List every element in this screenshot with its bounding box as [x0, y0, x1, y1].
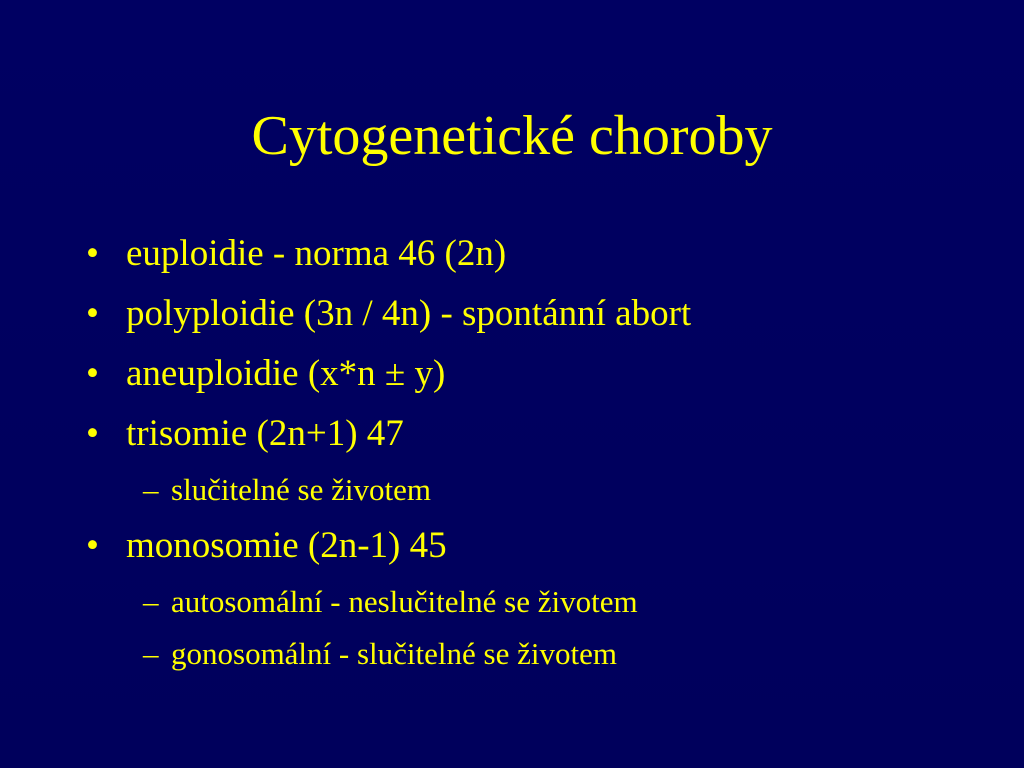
slide-title: Cytogenetické choroby	[251, 105, 773, 167]
bullet-item-monosomie	[86, 516, 986, 576]
sub-text: slučitelné se životem	[171, 472, 431, 507]
bullet-text: polyploidie (3n / 4n) - spontánní abort	[126, 293, 692, 334]
bullet-item-trisomie	[86, 404, 986, 464]
bullet-text: monosomie (2n-1) 45	[126, 525, 447, 566]
sub-text: gonosomální - slučitelné se životem	[171, 636, 617, 671]
bullet-list	[86, 224, 986, 680]
sub-marker: –	[143, 472, 159, 507]
bullet-text: aneuploidie (x*n ± y)	[126, 353, 446, 394]
bullet-item-euploidie	[86, 224, 986, 284]
sub-marker: –	[143, 584, 159, 619]
bullet-marker: •	[86, 233, 99, 274]
bullet-text: trisomie (2n+1) 47	[126, 413, 404, 454]
bullet-item-aneuploidie	[86, 344, 986, 404]
sub-text: autosomální - neslučitelné se životem	[171, 584, 638, 619]
bullet-text: euploidie - norma 46 (2n)	[126, 233, 507, 274]
bullet-item-polyploidie	[86, 284, 986, 344]
sub-item-autosomalni	[86, 576, 986, 628]
sub-item-trisomie-slucitelne	[86, 464, 986, 516]
bullet-marker: •	[86, 353, 99, 394]
bullet-marker: •	[86, 413, 99, 454]
sub-marker: –	[143, 636, 159, 671]
sub-item-gonosomalni	[86, 628, 986, 680]
bullet-marker: •	[86, 525, 99, 566]
bullet-marker: •	[86, 293, 99, 334]
